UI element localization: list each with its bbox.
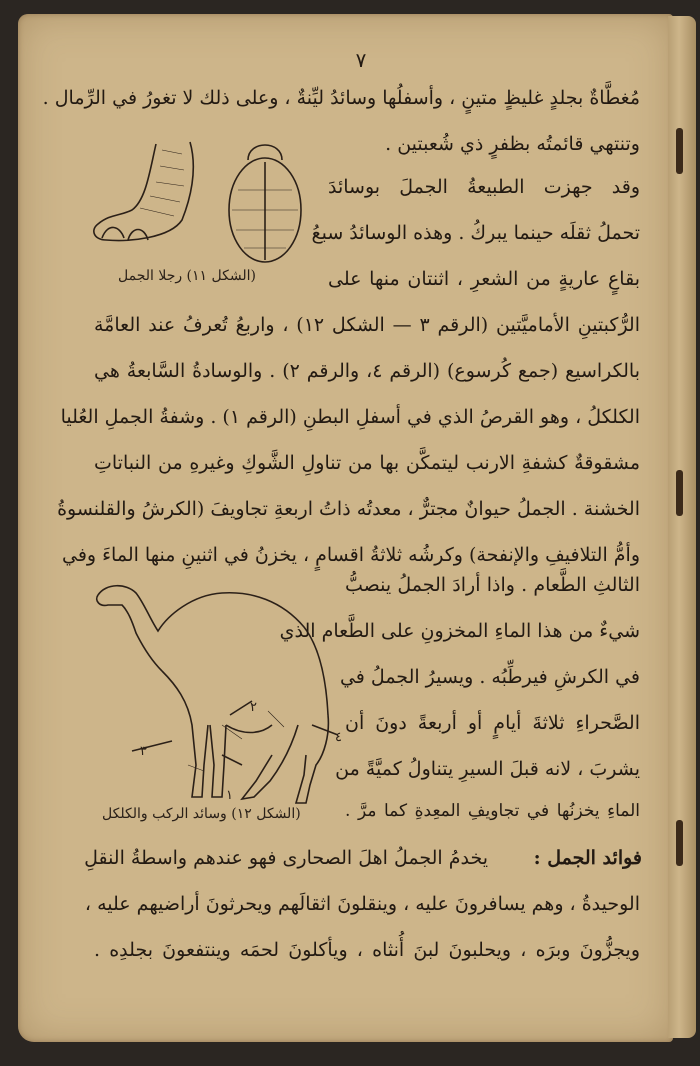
figure-12-label: ٢ xyxy=(250,700,257,715)
text-line: وقد جهزت الطبيعةُ الجملَ بوسائدَ xyxy=(328,176,640,198)
text-line: يشربَ ، لانه قبلَ السيرِ يتناولُ كميَّةً من xyxy=(335,758,640,780)
figure-12-label: ٤ xyxy=(335,730,342,745)
figure-12-caption: (الشكل ١٢) وسائد الركب والكلكل xyxy=(102,806,301,822)
text-line: الثالثِ الطَّعام . واذا أرادَ الجملُ ينصبُّ xyxy=(345,574,640,596)
text-line: وأمُّ التلافيفِ والإنفحة) وكرشُه ثلاثةُ اقسامٍ ، يخزنُ في اثنينِ منها الماءَ وفي xyxy=(61,544,640,566)
camel-illustration xyxy=(92,575,352,815)
text-line: الخشنة . الجملُ حيوانٌ مجترٌّ ، معدتُه ذاتُ اربعةِ تجاويفَ (الكرشُ والقلنسوةُ xyxy=(57,498,640,520)
text-line: الرُّكبتينِ الأماميَّتين (الرقم ٣ — الشكل ١٢) ، واربعُ تُعرفُ عند العامَّة xyxy=(94,314,640,336)
section-heading: فوائد الجمل : xyxy=(533,847,642,869)
page-number: ٧ xyxy=(355,48,367,72)
text-line: يخدمُ الجملُ اهلَ الصحارى فهو عندهم واسطةُ النقلِ xyxy=(84,847,488,869)
camel-feet-illustration xyxy=(90,130,320,270)
figure-12-label: ٣ xyxy=(140,744,147,759)
figure-11-caption: (الشكل ١١) رجلا الجمل xyxy=(118,268,256,284)
text-line: الماءِ يخزنُها في تجاويفِ المعِدةِ كما مرَّ . xyxy=(345,801,640,821)
text-line: مُغطَّاةٌ بجلدٍ غليظٍ متينٍ ، وأسفلُها وسائدُ ليِّنةٌ ، وعلى ذلك لا تغورُ في الرِّمال . xyxy=(42,87,640,109)
text-line: مشقوقةٌ كشفةِ الارنب ليتمكَّن بها من تناولِ الشَّوكِ وغيرهِ من النباتاتِ xyxy=(94,452,640,474)
text-line: شيءٌ من هذا الماءِ المخزونِ على الطَّعام الذي xyxy=(279,620,640,642)
text-line: وتنتهي قائمتُه بظفرٍ ذي شُعبتين . xyxy=(385,133,640,155)
text-line: الكلكلُ ، وهو القرصُ الذي في أسفلِ البطنِ (الرقم ١) . وشفةُ الجملِ العُليا xyxy=(60,406,640,428)
figure-12-label: ١ xyxy=(226,788,233,803)
text-line: الوحيدةُ ، وهم يسافرونَ عليه ، وينقلونَ اثقالَهم ويحرثونَ أراضيهم عليه ، xyxy=(84,893,640,915)
text-line: بقاعٍ عاريةٍ من الشعرِ ، اثنتان منها على xyxy=(328,268,640,290)
text-line: ويجزُّونَ وبرَه ، ويحلبونَ لبنَ أُنثاه ، ويأكلونَ لحمَه وينتفعونَ بجلدِه . xyxy=(94,939,640,961)
text-line: الصَّحراءِ ثلاثةَ أيامٍ أو أربعةً دونَ أن xyxy=(345,712,640,734)
text-line: بالكراسيع (جمع كُرسوع) (الرقم ٤، والرقم ٢) . والوسادةُ السَّابعةُ هي xyxy=(94,360,640,382)
text-line: في الكرشِ فيرطِّبُه . ويسيرُ الجملُ في xyxy=(339,666,640,688)
text-line: تحملُ ثقلَه حينما يبركُ . وهذه الوسائدُ سبعُ xyxy=(311,222,640,244)
